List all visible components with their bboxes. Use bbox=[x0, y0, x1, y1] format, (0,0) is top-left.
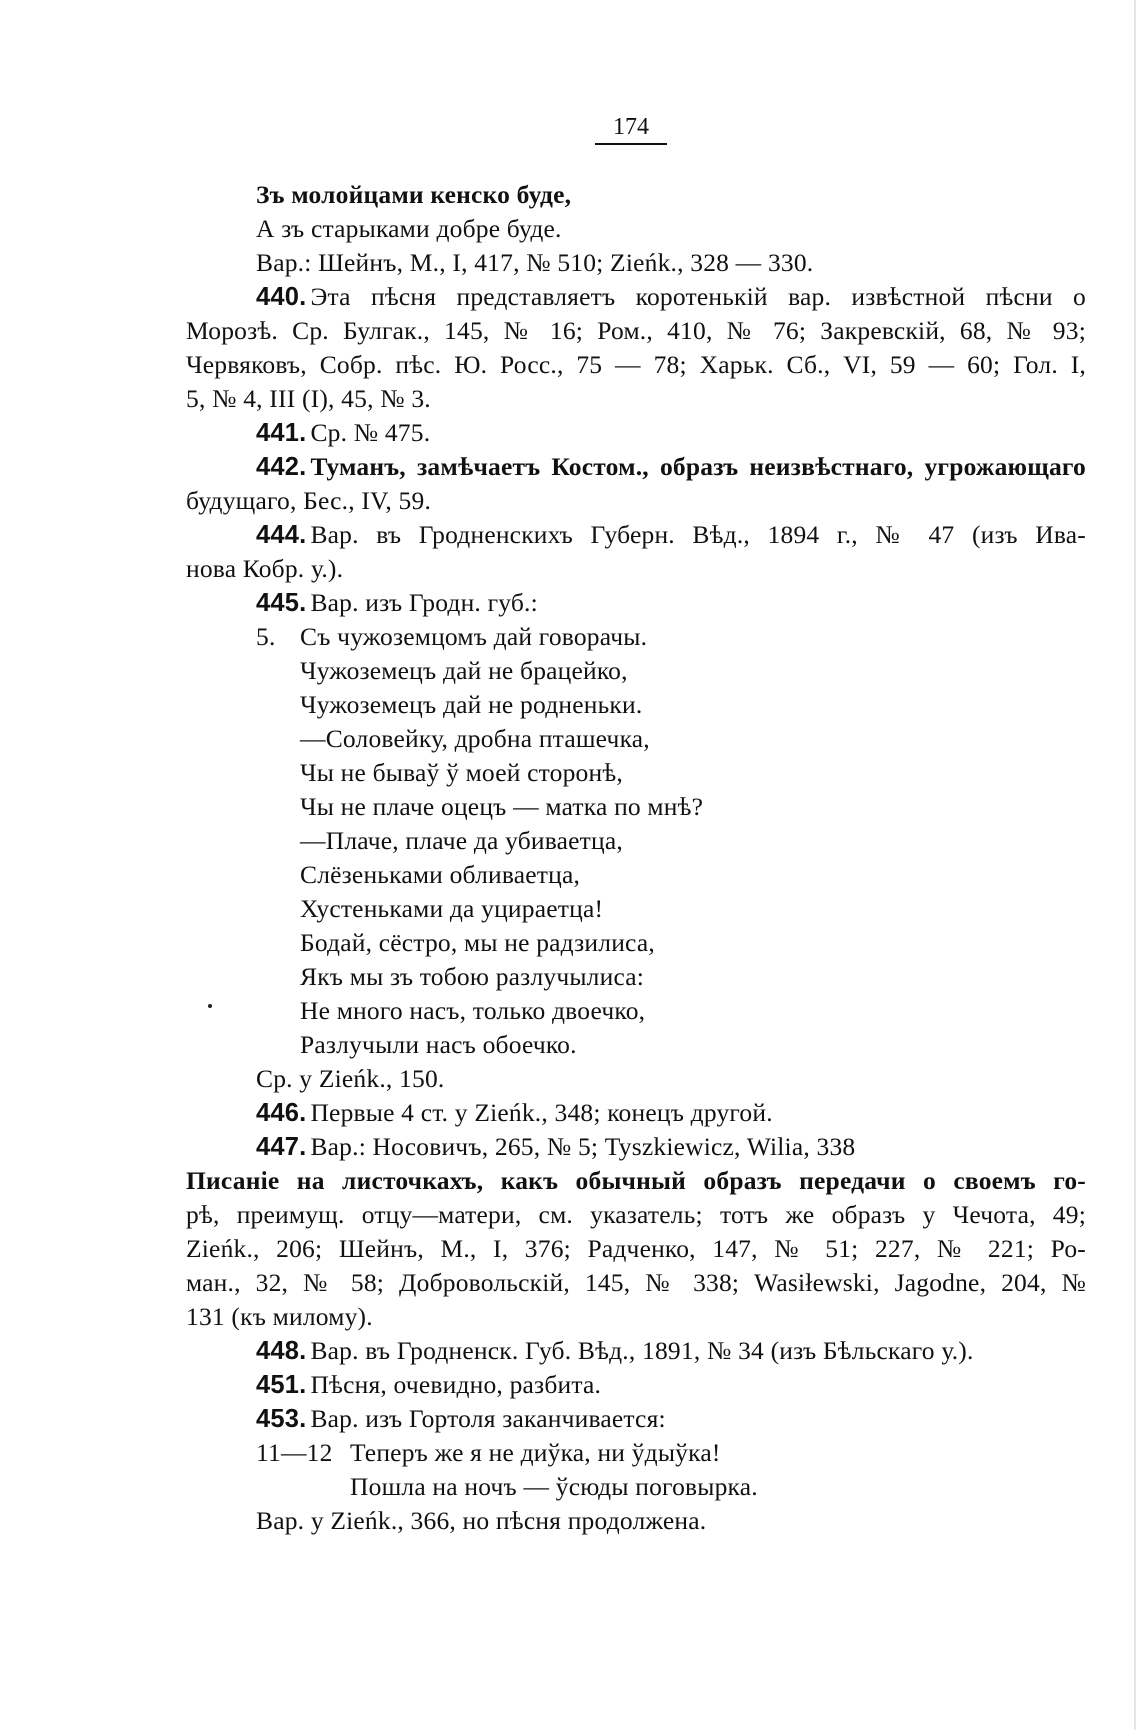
verse-line: 5. Съ чужоземцомъ дай говорачы. bbox=[256, 622, 648, 651]
verse-line: Пошла на ночъ — ўсюды поговырка. bbox=[350, 1472, 758, 1501]
note-445: 445. Вар. изъ Гродн. губ.: bbox=[256, 588, 538, 617]
verse-line: 11—12 Теперъ же я не диўка, ни ўдыўка! bbox=[256, 1438, 721, 1467]
note-441: 441. Ср. № 475. bbox=[256, 418, 431, 447]
note-line: Ср. у Zieńk., 150. bbox=[256, 1064, 445, 1093]
print-speck bbox=[208, 1004, 212, 1008]
note-446: 446. Первые 4 ст. у Zieńk., 348; конецъ другой. bbox=[256, 1098, 773, 1127]
verse-line: —Соловейку, дробна пташечка, bbox=[300, 724, 650, 753]
variant-reference: Вар.: Шейнъ, М., I, 417, № 510; Zieńk., 328 — 330. bbox=[256, 248, 814, 277]
page-edge bbox=[1134, 0, 1136, 1730]
note-line: 5, № 4, III (I), 45, № 3. bbox=[186, 384, 431, 413]
note-line: Морозѣ. Ср. Булгак., 145, № 16; Ром., 410, № 76; Закревскій, 68, № 93; bbox=[186, 316, 1086, 345]
note-444: 444. Вар. въ Гродненскихъ Губерн. Вѣд., 1894 г., № 47 (изъ Ива- bbox=[256, 520, 1086, 549]
verse-line: А зъ старыками добре буде. bbox=[256, 214, 562, 243]
note-440: 440. Эта пѣсня представляетъ коротенькій вар. извѣстной пѣсни о bbox=[256, 282, 1086, 311]
verse-line: Чы не плаче оцецъ — матка по мнѣ? bbox=[300, 792, 704, 821]
note-line: Вар. у Zieńk., 366, но пѣсня продолжена. bbox=[256, 1506, 707, 1535]
verse-line: Чужоземецъ дай не родненьки. bbox=[300, 690, 643, 719]
note-451: 451. Пѣсня, очевидно, разбита. bbox=[256, 1370, 602, 1399]
note-line: Писаніе на листочкахъ, какъ обычный образъ передачи о своемъ го- bbox=[186, 1166, 1086, 1195]
verse-line: —Плаче, плаче да убиваетца, bbox=[300, 826, 623, 855]
verse-line: Зъ молойцами кенско буде, bbox=[256, 180, 572, 209]
verse-line: Чужоземецъ дай не брацейко, bbox=[300, 656, 628, 685]
verse-line: Разлучыли насъ обоечко. bbox=[300, 1030, 577, 1059]
note-line: 131 (къ милому). bbox=[186, 1302, 373, 1331]
note-line: ман., 32, № 58; Добровольскій, 145, № 338; Wasiłewski, Jagodne, 204, № bbox=[186, 1268, 1086, 1297]
note-442: 442. Туманъ, замѣчаетъ Костом., образъ неизвѣстнаго, угрожающаго bbox=[256, 452, 1086, 481]
note-line: рѣ, преимущ. отцу—матери, см. указатель; тотъ же образъ у Чечота, 49; bbox=[186, 1200, 1086, 1229]
note-line: Zieńk., 206; Шейнъ, М., I, 376; Радченко, 147, № 51; 227, № 221; Ро- bbox=[186, 1234, 1086, 1263]
page-number: 174 bbox=[595, 114, 667, 145]
verse-line: Хустеньками да уцираетца! bbox=[300, 894, 604, 923]
verse-line: Не много насъ, только двоечко, bbox=[300, 996, 646, 1025]
verse-line: Якъ мы зъ тобою разлучылиса: bbox=[300, 962, 645, 991]
note-line: будущаго, Бес., IV, 59. bbox=[186, 486, 432, 515]
verse-line: Чы не бываў ў моей сторонѣ, bbox=[300, 758, 623, 787]
note-447: 447. Вар.: Носовичъ, 265, № 5; Tyszkiewicz, Wilia, 338 bbox=[256, 1132, 856, 1161]
verse-line: Слёзеньками обливаетца, bbox=[300, 860, 581, 889]
verse-line: Бодай, сёстро, мы не радзилиса, bbox=[300, 928, 655, 957]
note-448: 448. Вар. въ Гродненск. Губ. Вѣд., 1891, № 34 (изъ Бѣльскаго у.). bbox=[256, 1336, 974, 1365]
note-line: Червяковъ, Собр. пѣс. Ю. Росс., 75 — 78; Харьк. Сб., VI, 59 — 60; Гол. I, bbox=[186, 350, 1086, 379]
note-line: нова Кобр. у.). bbox=[186, 554, 344, 583]
note-453: 453. Вар. изъ Гортоля заканчивается: bbox=[256, 1404, 666, 1433]
